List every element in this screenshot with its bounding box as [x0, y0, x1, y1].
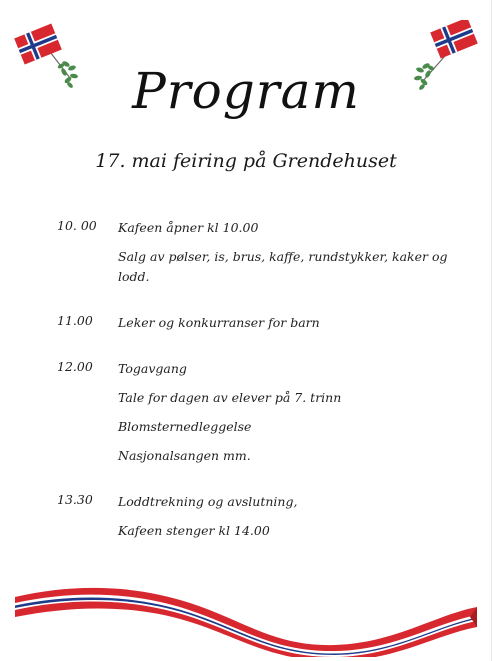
- schedule-slot: [57, 218, 457, 287]
- slot-item: Togavgang: [118, 361, 187, 376]
- slot-item: Tale for dagen av elever på 7. trinn: [118, 390, 342, 405]
- slot-time: 10. 00: [57, 218, 97, 233]
- slot-time: 13.30: [57, 492, 93, 507]
- slot-item: Blomsternedleggelse: [118, 419, 252, 434]
- schedule-slot: [57, 359, 457, 466]
- slot-item: Nasjonalsangen mm.: [118, 448, 251, 463]
- schedule-slot: [57, 313, 457, 333]
- slot-time: 12.00: [57, 359, 93, 374]
- page-title: Program: [132, 62, 360, 120]
- program-schedule: [57, 218, 457, 550]
- norwegian-ribbon-icon: [15, 575, 477, 657]
- page-subtitle: 17. mai feiring på Grendehuset: [95, 150, 397, 172]
- slot-item: Kafeen åpner kl 10.00: [118, 220, 259, 235]
- slot-item: Salg av pølser, is, brus, kaffe, rundstykker, kaker og lodd.: [118, 249, 448, 284]
- slot-item: Kafeen stenger kl 14.00: [118, 523, 270, 538]
- slot-time: 11.00: [57, 313, 93, 328]
- schedule-slot: [57, 492, 457, 541]
- slot-item: Loddtrekning og avslutning,: [118, 494, 298, 509]
- slot-item: Leker og konkurranser for barn: [118, 315, 320, 330]
